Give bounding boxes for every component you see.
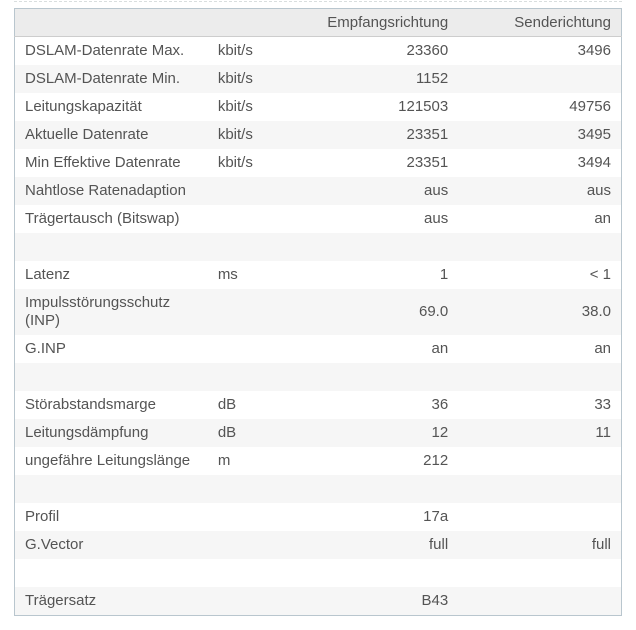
row-tx-value-cell: 38.0 <box>581 303 611 320</box>
row-tx-value-cell: 49756 <box>569 98 611 115</box>
row-tx-value-cell <box>458 363 621 391</box>
row-tx-value-cell <box>458 503 621 531</box>
row-rx-value-cell: full <box>429 536 449 553</box>
row-label-cell: Trägertausch (Bitswap) <box>25 210 180 227</box>
row-rx-value-cell: 23351 <box>406 126 449 143</box>
table-row <box>15 419 622 447</box>
row-tx-value-cell: 11 <box>595 424 611 441</box>
table-row <box>15 149 622 177</box>
row-unit-cell: m <box>217 452 231 469</box>
row-rx-value-cell <box>290 363 458 391</box>
row-label-cell: G.INP <box>25 340 66 357</box>
row-unit-cell: dB <box>217 424 237 441</box>
row-unit-cell: dB <box>217 396 237 413</box>
row-tx-value-cell: aus <box>586 182 611 199</box>
row-label-cell: Leitungsdämpfung <box>25 424 149 441</box>
row-label-cell: G.Vector <box>25 536 84 553</box>
table-row <box>15 531 622 559</box>
row-tx-value-cell <box>458 233 621 261</box>
row-rx-value-cell: 36 <box>431 396 449 413</box>
row-tx-value-cell: 3494 <box>577 154 611 171</box>
table-row <box>15 93 622 121</box>
table-body <box>15 37 622 616</box>
row-unit-cell <box>208 559 290 587</box>
row-rx-value-cell: 121503 <box>398 98 449 115</box>
row-label-cell: DSLAM-Datenrate Max. <box>25 42 185 59</box>
row-rx-value-cell: aus <box>424 210 449 227</box>
row-tx-value-cell <box>458 447 621 475</box>
row-tx-value-cell: 3495 <box>577 126 611 143</box>
header-senderichtung: Senderichtung <box>458 9 621 37</box>
row-rx-value-cell: aus <box>424 182 449 199</box>
row-unit-cell: ms <box>217 266 238 283</box>
row-label-cell: Störabstandsmarge <box>25 396 156 413</box>
row-rx-value-cell: 1152 <box>415 70 449 87</box>
spacer-row <box>15 475 622 503</box>
row-rx-value-cell: an <box>431 340 449 357</box>
table-row <box>15 37 622 66</box>
row-label-cell: Latenz <box>25 266 71 283</box>
row-label-cell <box>15 559 208 587</box>
row-label-cell <box>15 363 208 391</box>
row-label-cell: Min Effektive Datenrate <box>25 154 181 171</box>
table-row <box>15 177 622 205</box>
header-empfangsrichtung: Empfangsrichtung <box>290 9 458 37</box>
row-rx-value-cell: 69.0 <box>419 303 449 320</box>
table-row <box>15 261 622 289</box>
row-label-cell: Trägersatz <box>25 592 97 609</box>
table-row <box>15 335 622 363</box>
row-label-cell: Leitungskapazität <box>25 98 142 115</box>
row-tx-value-cell: an <box>594 340 611 357</box>
row-unit-cell <box>208 587 290 616</box>
row-rx-value-cell: 212 <box>423 452 449 469</box>
row-label-cell: ungefähre Leitungslänge <box>25 452 191 469</box>
table-row <box>15 65 622 93</box>
row-tx-value-cell: full <box>591 536 611 553</box>
table-row <box>15 503 622 531</box>
dsl-info-table <box>14 8 622 616</box>
row-label-cell: Impulsstörungsschutz (INP) <box>25 294 171 329</box>
row-unit-cell: kbit/s <box>217 154 253 171</box>
row-unit-cell <box>208 335 290 363</box>
row-unit-cell <box>208 503 290 531</box>
top-dashed-divider <box>14 1 622 2</box>
row-tx-value-cell <box>458 559 621 587</box>
row-tx-value-cell: an <box>594 210 611 227</box>
header-unit-cell <box>208 9 290 37</box>
row-tx-value-cell: 33 <box>594 396 611 413</box>
table-row <box>15 587 622 616</box>
row-tx-value-cell: 3496 <box>577 42 611 59</box>
row-rx-value-cell: 12 <box>431 424 449 441</box>
row-unit-cell <box>208 233 290 261</box>
table-row <box>15 121 622 149</box>
row-label-cell: Aktuelle Datenrate <box>25 126 149 143</box>
spacer-row <box>15 233 622 261</box>
row-unit-cell <box>208 289 290 335</box>
row-unit-cell <box>208 205 290 233</box>
row-unit-cell: kbit/s <box>217 70 253 87</box>
row-unit-cell <box>208 475 290 503</box>
table-row <box>15 205 622 233</box>
row-unit-cell: kbit/s <box>217 126 253 143</box>
row-tx-value-cell <box>458 587 621 616</box>
row-label-cell <box>15 233 208 261</box>
row-unit-cell: kbit/s <box>217 98 253 115</box>
row-rx-value-cell <box>290 475 458 503</box>
row-unit-cell <box>208 531 290 559</box>
header-label-cell <box>15 9 208 37</box>
row-unit-cell <box>208 363 290 391</box>
row-label-cell <box>15 475 208 503</box>
table-row <box>15 289 622 335</box>
spacer-row <box>15 559 622 587</box>
row-rx-value-cell: 23351 <box>406 154 449 171</box>
spacer-row <box>15 363 622 391</box>
row-tx-value-cell <box>458 65 621 93</box>
row-label-cell: DSLAM-Datenrate Min. <box>25 70 181 87</box>
row-tx-value-cell <box>458 475 621 503</box>
row-rx-value-cell <box>290 233 458 261</box>
row-rx-value-cell <box>290 559 458 587</box>
row-label-cell: Profil <box>25 508 60 525</box>
row-rx-value-cell: 1 <box>439 266 449 283</box>
row-unit-cell <box>208 177 290 205</box>
table-row <box>15 447 622 475</box>
row-rx-value-cell: 23360 <box>406 42 449 59</box>
row-unit-cell: kbit/s <box>217 42 253 59</box>
table-row <box>15 391 622 419</box>
row-label-cell: Nahtlose Ratenadaption <box>25 182 186 199</box>
table-header-row <box>15 9 622 37</box>
row-rx-value-cell: B43 <box>421 592 449 609</box>
row-rx-value-cell: 17a <box>423 508 449 525</box>
row-tx-value-cell: < 1 <box>589 266 611 283</box>
